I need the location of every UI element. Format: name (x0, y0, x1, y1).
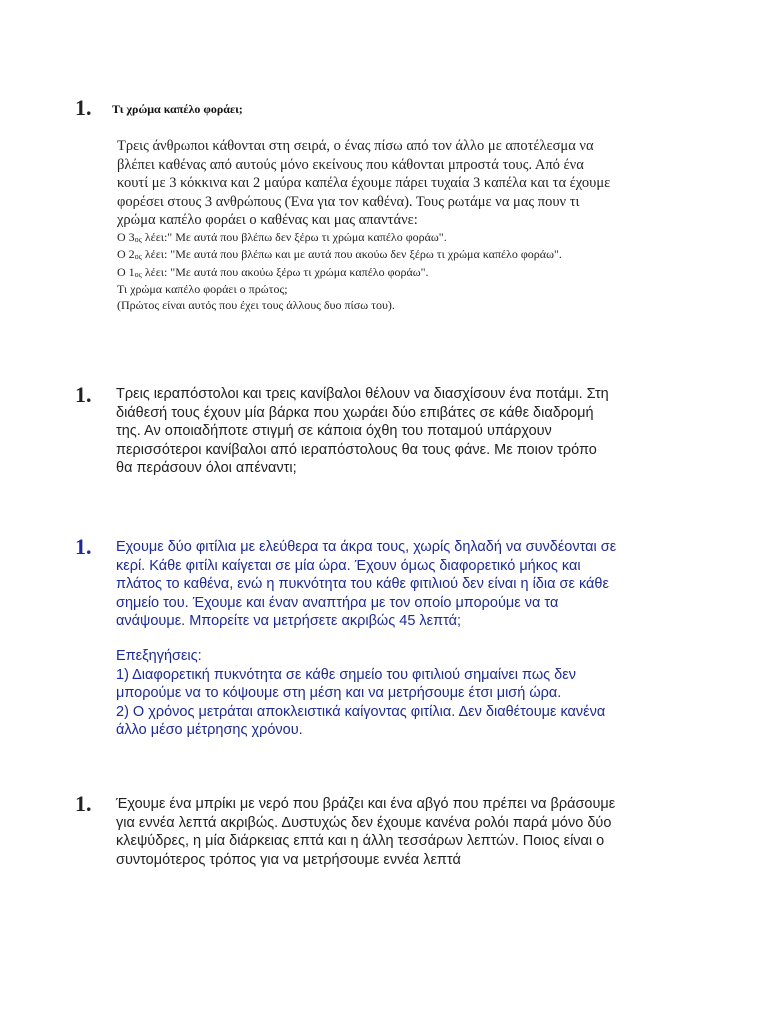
answer-line: Ο $3_{o\varsigma}$ λέει:" Με αυτά που βλέπω δεν ξέρω τι χρώμα καπέλο φοράω". (117, 229, 447, 244)
text-line: (Πρώτος είναι αυτός που έχει τους άλλους δυο πίσω του). (117, 297, 395, 312)
text-line: θα περάσουν όλοι απέναντι; (116, 460, 297, 476)
text-line: Εχουμε δύο φιτίλια με ελεύθερα τα άκρα τους, χωρίς δηλαδή να συνδέονται σε (116, 539, 617, 555)
question-title: Τι χρώμα καπέλο φοράει; (112, 102, 243, 116)
answer-line: Ο $1_{o\varsigma}$ λέει: "Με αυτά που ακούω ξέρω τι χρώμα καπέλο φοράω". (117, 264, 429, 279)
text-line: βλέπει καθένας από αυτούς μόνο εκείνους που κάθονται μπροστά τους. Από ένα (117, 156, 584, 173)
text-line: κερί. Κάθε φιτίλι καίγεται σε μία ώρα. Έχουν όμως διαφορετικό μήκος και (116, 557, 581, 574)
text-line: Τι χρώμα καπέλο φοράει ο πρώτος; (117, 282, 288, 296)
text-line: φορέσει στους 3 ανθρώπους (Ένα για τον καθένα). Τους ρωτάμε να μας πουν τι (117, 193, 580, 210)
text-line: 2) Ο χρόνος μετράται αποκλειστικά καίγοντας φιτίλια. Δεν διαθέτουμε κανένα (116, 703, 606, 720)
text-line: για εννέα λεπτά ακριβώς. Δυστυχώς δεν έχουμε κανένα ρολόι παρά μόνο δύο (116, 814, 612, 831)
notes-heading: Επεξηγήσεις: (116, 648, 202, 664)
question-notes (116, 647, 666, 740)
text-line: διάθεσή τους έχουν μία βάρκα που χωράει δύο επιβάτες σε κάθε διαδρομή (116, 404, 594, 421)
text-line: Τρεις άνθρωποι κάθονται στη σειρά, ο ένας πίσω από τον άλλο με αποτέλεσμα να (117, 138, 594, 154)
text-line: χρώμα καπέλο φοράει ο καθένας και μας απαντάνε: (117, 212, 418, 228)
text-line: πλάτος το καθένα, ενώ η πυκνότητα του κάθε φιτιλιού δεν είναι η ίδια σε κάθε (116, 576, 609, 592)
text-line: μπορούμε να το κόψουμε στη μέση και να μετρήσουμε έτσι μισή ώρα. (116, 685, 562, 701)
text-line: συντομότερος τρόπος για να μετρήσουμε εννέα λεπτά (116, 851, 461, 868)
question-body (116, 795, 666, 869)
text-line: της. Αν οποιαδήποτε στιγμή σε κάποια όχθη του ποταμού υπάρχουν (116, 423, 552, 439)
text-line: περισσότεροι κανίβαλοι από ιεραπόστολους θα τους φάνε. Με ποιον τρόπο (116, 441, 597, 458)
question-body (116, 538, 666, 631)
list-number: 1. (75, 791, 92, 816)
list-number: 1. (75, 534, 92, 559)
answer-line: Ο $2_{o\varsigma}$ λέει: "Με αυτά που βλέπω και με αυτά που ακούω δεν ξέρω τι χρώμα καπέλο φοράω". (117, 247, 562, 261)
list-number: 1. (75, 95, 92, 120)
text-line: σημείο του. Έχουμε και έναν αναπτήρα με τον οποίο μπορούμε να τα (116, 594, 559, 611)
text-line: κουτί με 3 κόκκινα και 2 μαύρα καπέλα έχουμε πάρει τυχαία 3 καπέλα και τα έχουμε (117, 175, 611, 191)
text-line: Έχουμε ένα μπρίκι με νερό που βράζει και ένα αβγό που πρέπει να βράσουμε (116, 796, 616, 812)
question-body (116, 385, 666, 478)
text-line: Τρεις ιεραπόστολοι και τρεις κανίβαλοι θέλουν να διασχίσουν ένα ποτάμι. Στη (116, 386, 609, 402)
text-line: άλλο μέσο μέτρησης χρόνου. (116, 722, 303, 738)
text-line: 1) Διαφορετική πυκνότητα σε κάθε σημείο του φιτιλιού σημαίνει πως δεν (116, 666, 576, 683)
list-number: 1. (75, 382, 92, 407)
text-line: κλεψύδρες, η μία διάρκειας επτά και η άλλη τεσσάρων λεπτών. Ποιος είναι ο (116, 833, 605, 849)
text-line: ανάψουμε. Μπορείτε να μετρήσετε ακριβώς 45 λεπτά; (116, 613, 462, 629)
question-body (117, 137, 667, 313)
